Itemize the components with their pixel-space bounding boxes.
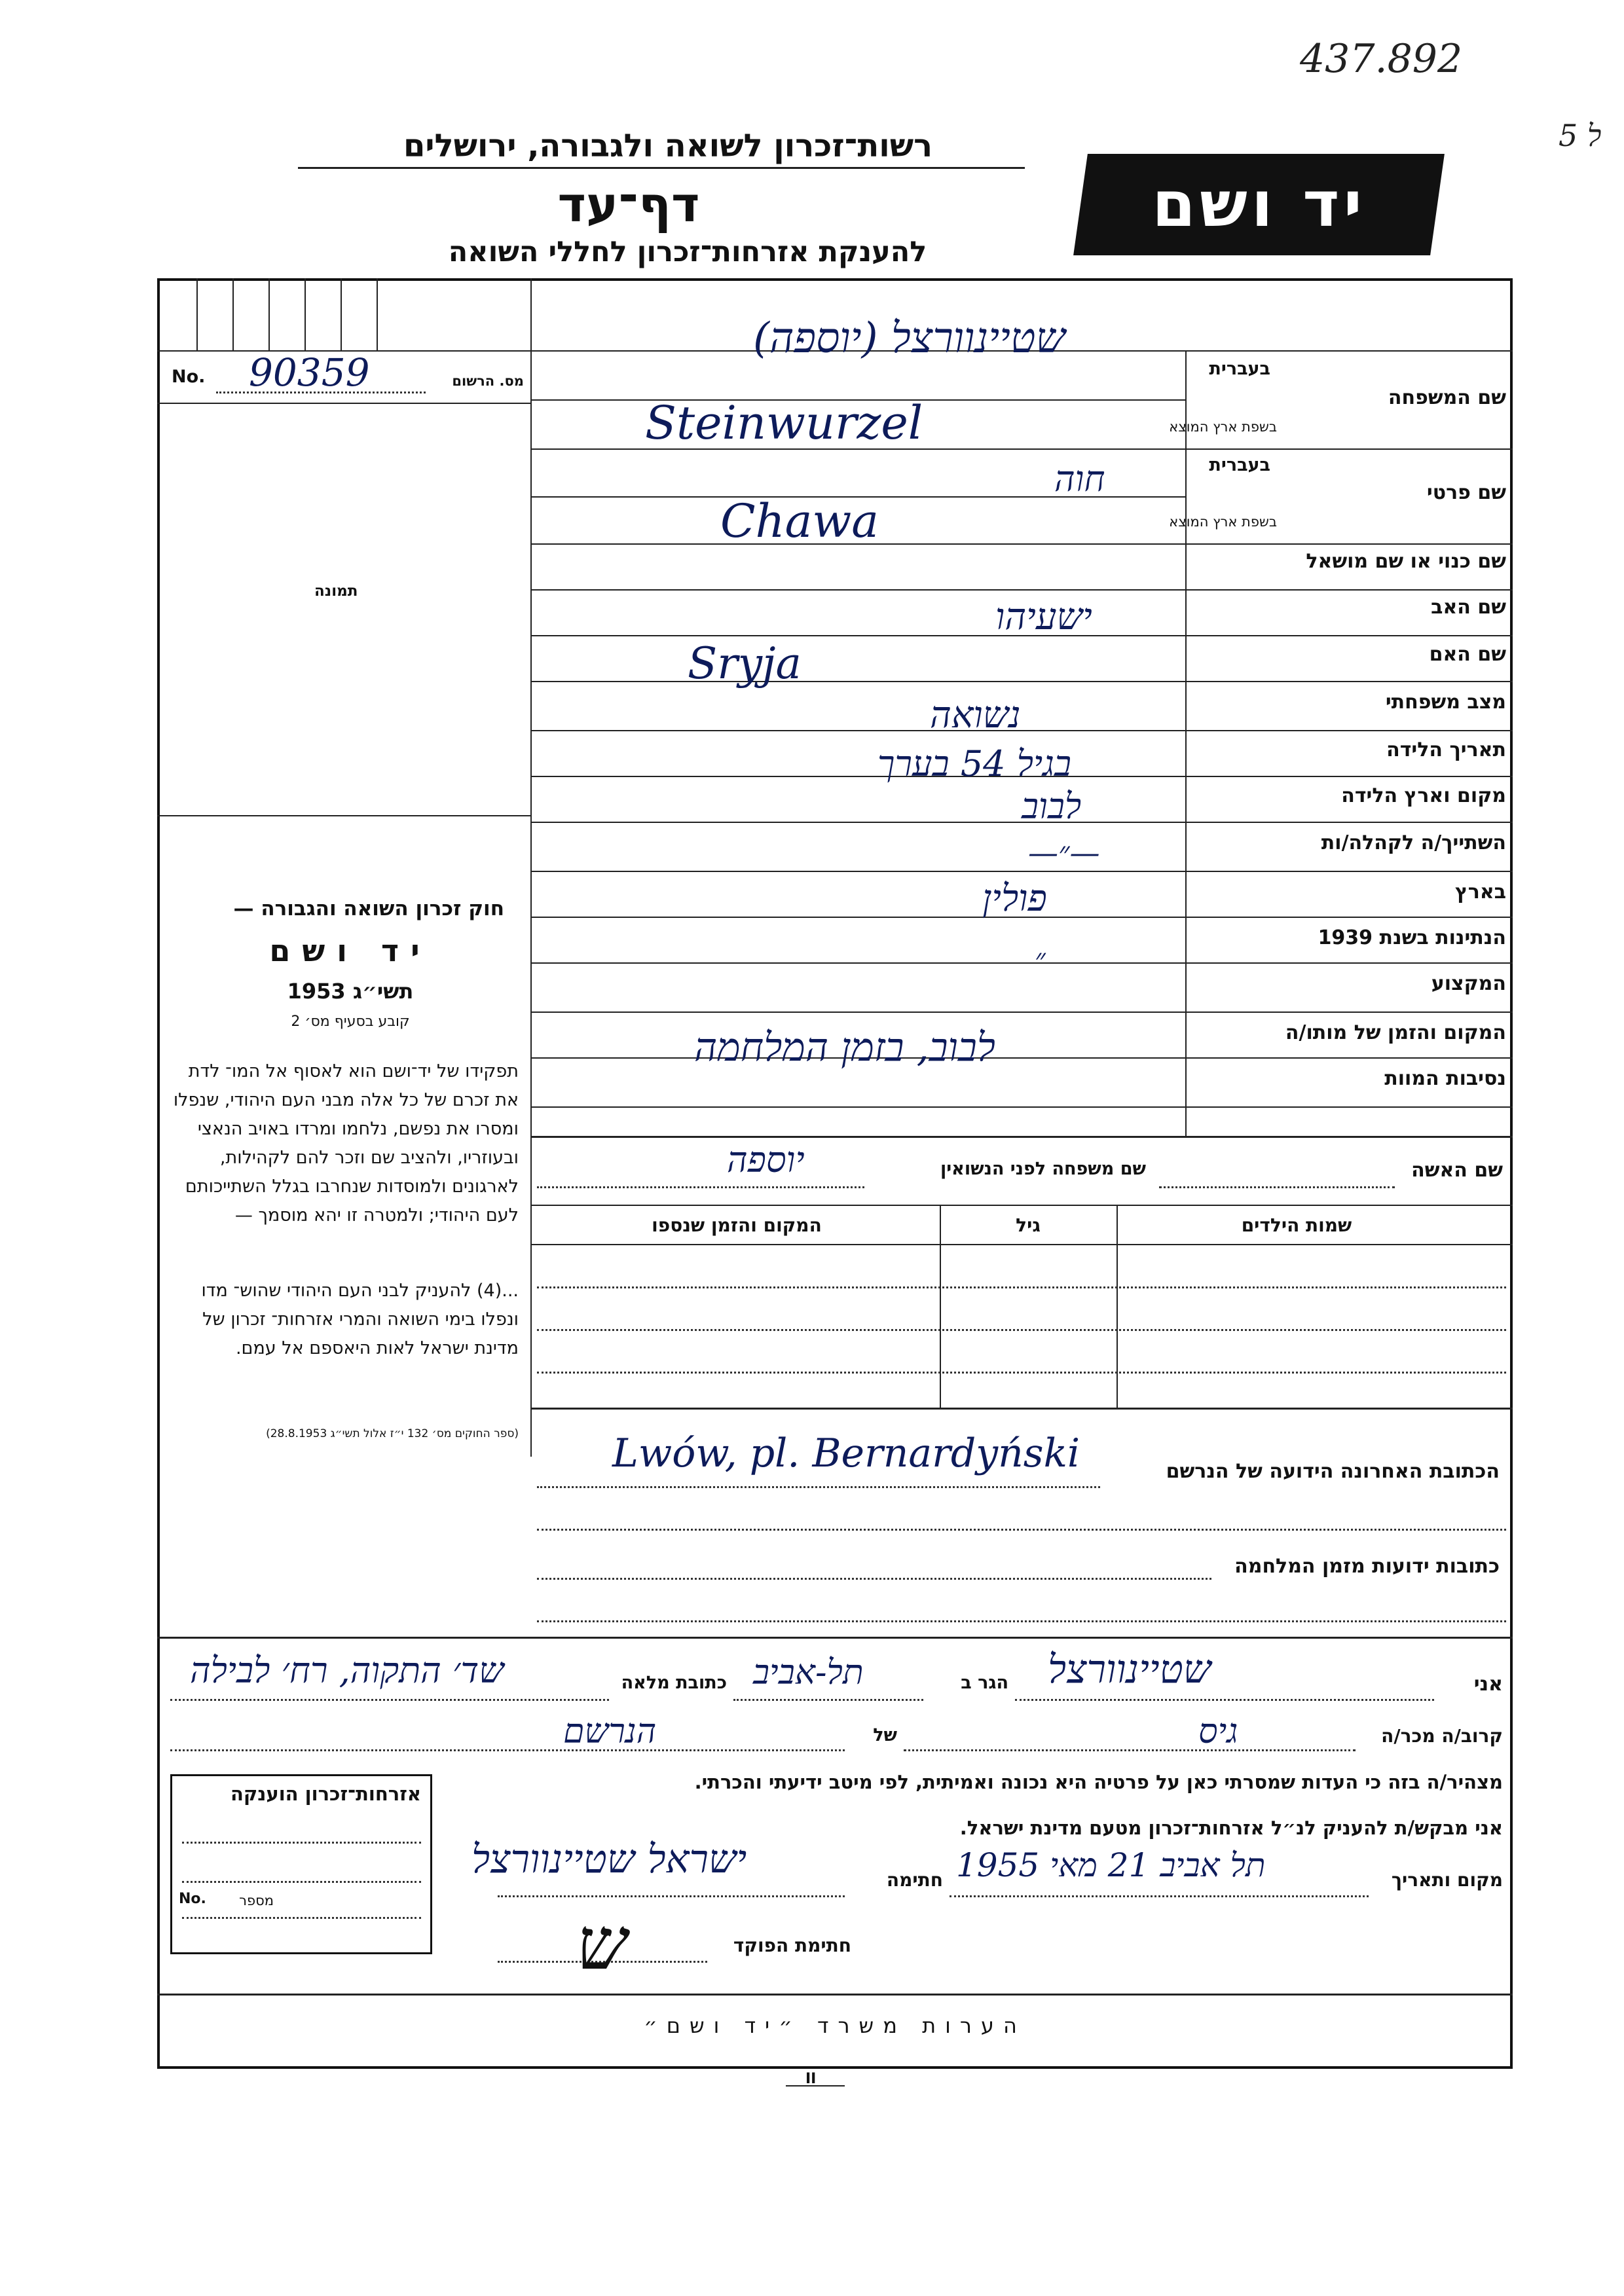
law-title: חוק זכרון השואה והגבורה —: [233, 897, 504, 920]
row-line-8: [1185, 822, 1513, 823]
tick-5: [341, 278, 342, 350]
label-death-place: המקום והזמן של מותו/ה: [1285, 1021, 1506, 1044]
form-title: דף־עד: [557, 177, 700, 233]
value-line-8: [530, 730, 1185, 731]
label-surname-hebrew: בעברית: [1209, 359, 1270, 379]
row-line-11: [1185, 962, 1513, 964]
declarant-city[interactable]: תל-אביב: [753, 1653, 864, 1692]
label-mother: שם האם: [1429, 643, 1506, 666]
corner-mark: ל 5: [1559, 118, 1602, 153]
registration-divider: [157, 403, 530, 404]
value-line-14: [530, 1011, 1185, 1013]
label-death-cause: נסיבות המוות: [1384, 1067, 1506, 1090]
label-resident: הגר ב: [961, 1673, 1008, 1693]
label-surname-origin: בשפת ארץ המוצא: [1169, 419, 1277, 435]
children-age-header: גיל: [1016, 1214, 1041, 1236]
last-address-dots-2: [537, 1529, 1506, 1531]
label-signature: חתימה: [886, 1869, 943, 1891]
label-country: בארץ: [1454, 881, 1506, 903]
value-line-11: [530, 871, 1185, 872]
label-first-origin: בשפת ארץ המוצא: [1169, 514, 1277, 530]
box-dots-1: [182, 1842, 421, 1844]
row-line-13: [1185, 1057, 1513, 1059]
birth-date-value[interactable]: בגיל 54 בערך: [877, 743, 1071, 784]
law-paragraph-2: ...(4) להעניק לבני העם היהודי שהוש־ מדו ונפלו בימי השואה והמרי אזרחות־ זכרון של מדינת ישראל לאות היאספם אל עמם.: [201, 1281, 519, 1358]
value-line-13: [530, 962, 1185, 964]
photo-label: תמונה: [314, 583, 358, 600]
last-address-dots: [537, 1486, 1100, 1488]
box-number-label: מספר: [239, 1893, 274, 1908]
children-col-1: [940, 1205, 941, 1408]
place-date-dots: [950, 1895, 1369, 1897]
law-name: יד ושם: [269, 933, 432, 968]
label-father: שם האב: [1431, 596, 1506, 619]
signature-dots: [498, 1895, 845, 1897]
photo-divider: [157, 815, 530, 816]
left-column-divider: [530, 278, 532, 1457]
label-place-date: מקום ותאריך: [1391, 1869, 1503, 1891]
officer-signature[interactable]: ש: [576, 1902, 627, 1986]
law-year: תשי״ג 1953: [287, 979, 414, 1004]
remarks-title: הערות משרד ״יד ושם״: [644, 2013, 1026, 2038]
row-line-12: [1185, 1011, 1513, 1013]
declarant-address[interactable]: שד׳ התקוה, רח׳ לבילה: [190, 1650, 504, 1691]
label-i: אני: [1473, 1673, 1503, 1696]
of-dots: [170, 1749, 845, 1751]
wife-maiden-value[interactable]: יוספה: [727, 1139, 805, 1180]
section-divider-2: [530, 1205, 1513, 1206]
country-value[interactable]: פולין: [982, 877, 1047, 920]
tick-4: [304, 278, 306, 350]
relative-dots: [904, 1749, 1356, 1751]
surname-hebrew-value[interactable]: שטיינוורצל (יוספה): [753, 314, 1065, 363]
form-subtitle: להענקת אזרחות־זכרון לחללי השואה: [448, 236, 927, 268]
label-surname: שם המשפחה: [1388, 386, 1506, 409]
label-wife-maiden: שם משפחה לפני הנשואין: [940, 1159, 1146, 1179]
authority-title: רשות־זכרון לשואה ולגבורה, ירושלים: [403, 128, 933, 164]
request-text: אני מבקש/ת להעניק לנ״ל אזרחות־זכרון מטעם מדינת ישראל.: [959, 1817, 1503, 1839]
name-dots: [1015, 1699, 1434, 1701]
children-death-header: המקום והזמן שנספו: [652, 1214, 822, 1236]
birth-place-value[interactable]: לבוב: [1022, 786, 1082, 827]
box-no-label: No.: [179, 1891, 206, 1907]
surname-latin-value[interactable]: Steinwurzel: [645, 396, 923, 450]
tick-6: [377, 278, 378, 350]
label-wife: שם האשה: [1411, 1159, 1503, 1182]
yad-vashem-logo: [1073, 154, 1445, 255]
declarant-name[interactable]: שטיינוורצל: [1048, 1647, 1211, 1692]
logo-text: יד ושם: [1152, 168, 1366, 241]
section-divider-1: [530, 1136, 1513, 1138]
label-column-divider: [1185, 350, 1187, 1136]
row-line-2: [1185, 543, 1513, 545]
value-line-10: [530, 822, 1185, 823]
label-of: של: [873, 1725, 897, 1745]
war-address-dots-2: [537, 1620, 1506, 1622]
box-title: אזרחות־זכרון הוענקה: [230, 1783, 421, 1805]
citizenship-value[interactable]: ״: [1035, 943, 1046, 976]
war-address-dots: [537, 1578, 1211, 1580]
law-clause: קובע בסעיף מס׳ 2: [291, 1013, 410, 1030]
declarant-of[interactable]: הנרשם: [563, 1712, 657, 1751]
mother-value[interactable]: Sryja: [688, 638, 802, 689]
label-full-address: כתובת מלאה: [621, 1673, 727, 1693]
label-last-address: הכתובת האחרונה הידועה של הנרשם: [1166, 1460, 1500, 1483]
label-birth-place: מקום וארץ הלידה: [1341, 784, 1506, 807]
label-first-name: שם פרטי: [1426, 481, 1506, 504]
label-birth-date: תאריך הלידה: [1386, 738, 1506, 761]
law-source: (ספר החוקים מס׳ 132 י״ז אלול תשי״ג 28.8.1953): [266, 1427, 519, 1440]
value-line-16: [530, 1106, 1513, 1108]
registration-label: מס. הרשום: [452, 373, 524, 389]
declarant-relation[interactable]: גיס: [1198, 1712, 1238, 1751]
box-dots-3: [182, 1917, 421, 1919]
children-row-1: [537, 1286, 1506, 1288]
value-line-9: [530, 776, 1185, 777]
last-address-value[interactable]: Lwów, pl. Bernardyński: [612, 1430, 1080, 1476]
label-war-addresses: כתובות ידועות מזמן המלחמה: [1234, 1555, 1500, 1578]
row-line-3: [1185, 589, 1513, 591]
citizenship-granted-box: [170, 1774, 432, 1954]
label-community: השתייך/ה לקהלה/ות: [1321, 831, 1506, 854]
archive-number: 437.892: [1300, 36, 1463, 82]
father-value[interactable]: ישעיהו: [995, 596, 1092, 638]
label-citizenship: הנתינות בשנת 1939: [1318, 926, 1506, 949]
place-date-value[interactable]: תל אביב 21 מאי 1955: [956, 1846, 1266, 1884]
wife-dots: [1159, 1186, 1395, 1188]
address-dots: [170, 1699, 609, 1701]
law-paragraph-1: תפקידו של יד־ושם הוא לאסוף אל המו־ לדת את זכרם של כל אלה מבני העם היהודי, שנפלו ומסרו את נפשם, נלחמו ומרדו באויב הנאצי ובעוזריו, ולהציב שם וזכר להם לקהילות, לארגונים ולמוסדות שנחרבו בגלל השתייכותם לעם היהודי; ולמטרה זו יהא מוסמך —: [173, 1061, 519, 1226]
row-line-5: [1185, 681, 1513, 682]
wife-maiden-dots: [537, 1186, 864, 1188]
label-nickname: שם כנוי או שם מושאל: [1306, 550, 1506, 573]
children-row-3: [537, 1372, 1506, 1374]
city-dots: [733, 1699, 923, 1701]
children-col-2: [1116, 1205, 1118, 1408]
footer-mark: II: [805, 2071, 817, 2087]
tick-1: [196, 278, 198, 350]
tick-2: [232, 278, 234, 350]
community-value[interactable]: —״—: [1028, 835, 1100, 870]
row-line-10: [1185, 917, 1513, 918]
row-line-6: [1185, 730, 1513, 731]
tick-3: [268, 278, 270, 350]
death-place-value[interactable]: לבוב, בזמן המלחמה: [694, 1025, 995, 1070]
footer-divider: [157, 1994, 1513, 1995]
box-dots-2: [182, 1881, 421, 1883]
declarant-signature[interactable]: ישראל שטיינוורצל: [471, 1836, 747, 1882]
value-line-5: [530, 589, 1185, 591]
footer-mark-line: [786, 2085, 845, 2086]
first-name-latin-value[interactable]: Chawa: [720, 494, 879, 548]
label-profession: המקצוע: [1431, 972, 1506, 995]
children-names-header: שמות הילדים: [1241, 1214, 1352, 1236]
registration-number[interactable]: 90359: [249, 350, 370, 395]
children-header-line: [530, 1244, 1513, 1245]
children-row-2: [537, 1329, 1506, 1331]
marital-value[interactable]: נשואה: [930, 694, 1021, 737]
header-divider: [298, 167, 1025, 169]
declaration-text: מצהיר/ה בזה כי העדות שמסרתי כאן על פרטיה היא נכונה ואמיתית, לפי מיטב ידיעתי והכרתי.: [694, 1771, 1503, 1793]
label-officer-signature: חתימת הפוקד: [733, 1935, 851, 1956]
first-name-hebrew-value[interactable]: חוה: [1054, 458, 1105, 500]
row-line-9: [1185, 871, 1513, 872]
label-relative: קרוב/ה מכר/ה: [1381, 1725, 1503, 1747]
row-line-1: [1185, 448, 1513, 450]
value-line-12: [530, 917, 1185, 918]
row-line-7: [1185, 776, 1513, 777]
label-marital: מצב משפחתי: [1385, 691, 1506, 714]
label-first-hebrew: בעברית: [1209, 455, 1270, 475]
registration-no-label: No.: [172, 367, 206, 387]
section-divider-3: [530, 1408, 1513, 1410]
section-divider-4: [157, 1637, 1513, 1639]
row-line-4: [1185, 635, 1513, 636]
value-line-7: [530, 681, 1185, 682]
